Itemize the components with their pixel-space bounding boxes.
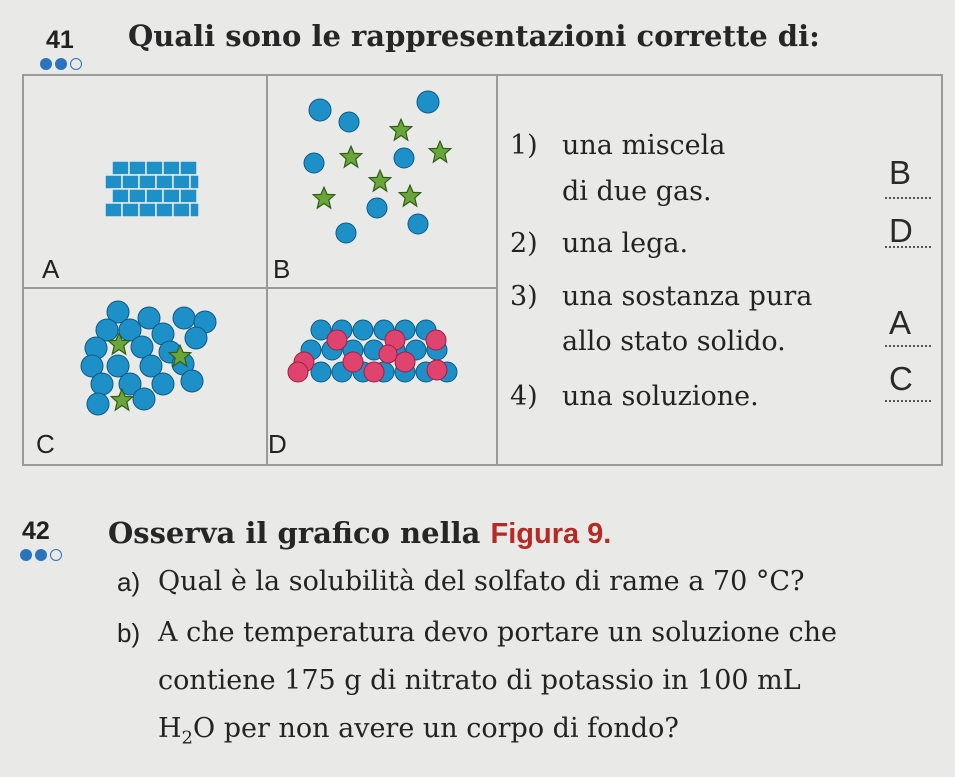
panel-label-a: A <box>42 254 60 284</box>
panel-label-c: C <box>36 429 55 459</box>
answer-option-3[interactable]: A <box>889 304 912 341</box>
question-b-line3 <box>158 713 679 748</box>
exercise-number-41: 41 <box>46 26 74 54</box>
difficulty-dot-filled <box>20 549 32 561</box>
answer-blank-3 <box>885 345 931 347</box>
exercise-41-title: Quali sono le rappresentazioni corrette di: <box>128 19 820 53</box>
panel-c-particles <box>81 301 216 415</box>
difficulty-dot-empty <box>50 549 62 561</box>
figure-reference[interactable]: Figura 9. <box>490 518 612 550</box>
difficulty-indicator <box>20 549 62 561</box>
formula-o: O <box>193 713 216 744</box>
option-3-number: 3) <box>510 281 538 312</box>
option-2-number: 2) <box>510 228 538 259</box>
question-a-text: Qual è la solubilità del solfato di rame a 70 °C? <box>158 566 805 597</box>
option-2-line1: una lega. <box>562 228 689 259</box>
answer-blank-2 <box>885 246 931 248</box>
formula-h: H <box>158 713 182 744</box>
option-1-number: 1) <box>510 130 538 161</box>
option-3-line1: una sostanza pura <box>562 281 813 312</box>
exercise-number-42: 42 <box>22 517 50 545</box>
question-b-label: b) <box>117 618 141 648</box>
option-4-line1: una soluzione. <box>562 381 759 412</box>
difficulty-dot-filled <box>35 549 47 561</box>
option-1-line2: di due gas. <box>562 176 712 207</box>
exercise-42-title-text: Osserva il grafico nella <box>108 516 491 550</box>
answer-option-1[interactable]: B <box>889 154 912 191</box>
formula-subscript: 2 <box>181 727 193 749</box>
panel-label-d: D <box>268 429 287 459</box>
answer-blank-4 <box>885 400 931 402</box>
panel-b-particles <box>304 91 451 243</box>
option-1-line1: una miscela <box>562 130 726 161</box>
exercise-42-title <box>108 516 611 551</box>
panel-label-b: B <box>273 254 291 284</box>
option-3-line2: allo stato solido. <box>562 326 786 357</box>
answer-option-4[interactable]: C <box>889 360 913 397</box>
question-b-line1: A che temperatura devo portare un soluzione che <box>158 617 837 648</box>
question-b-line3-text: per non avere un corpo di fondo? <box>215 713 679 744</box>
panel-a-particles <box>105 161 199 217</box>
answer-option-2[interactable]: D <box>889 212 913 249</box>
question-b-line2: contiene 175 g di nitrato di potassio in 100 mL <box>158 665 801 696</box>
option-4-number: 4) <box>510 381 538 412</box>
answer-blank-1 <box>885 197 931 199</box>
question-a-label: a) <box>117 567 141 597</box>
panel-d-particles <box>288 320 457 382</box>
